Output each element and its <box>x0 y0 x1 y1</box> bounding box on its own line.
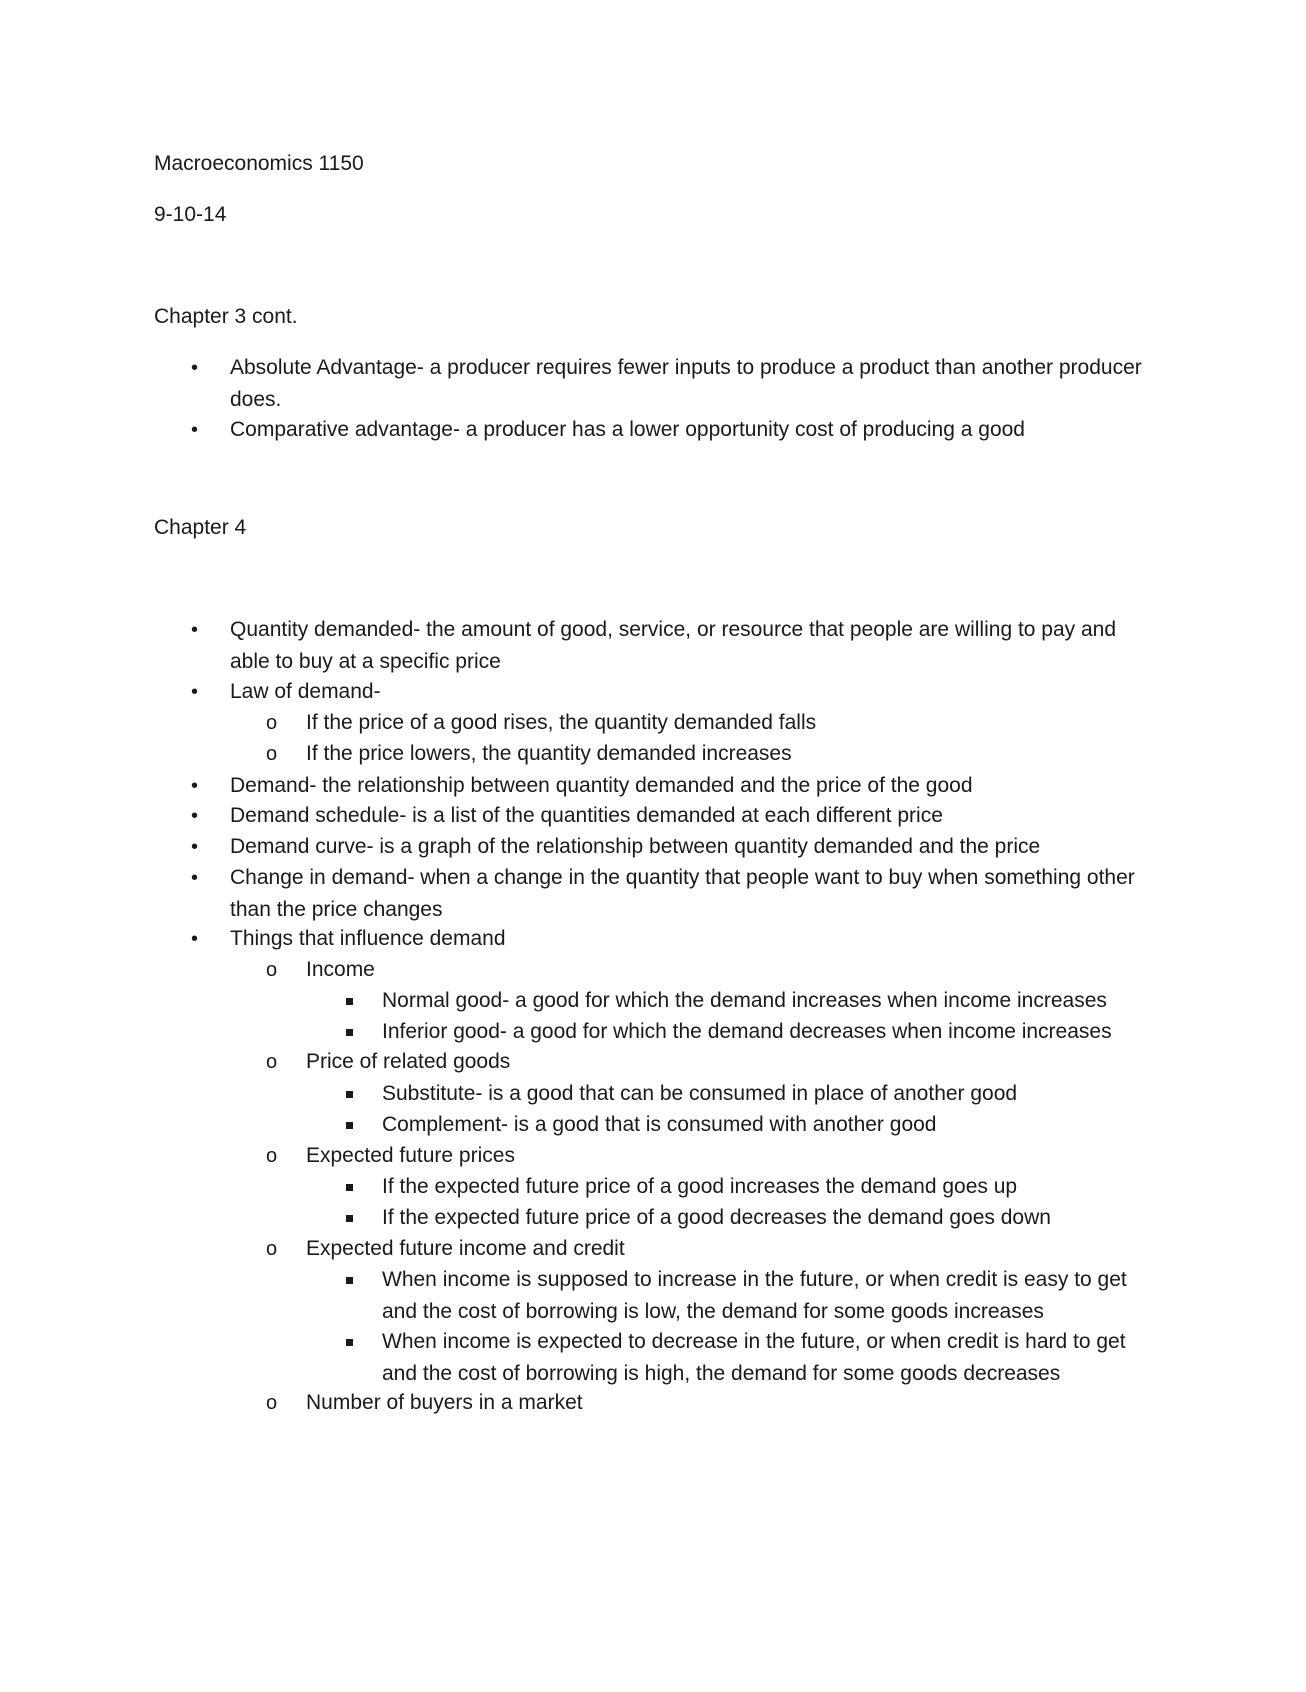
date-line: 9-10-14 <box>154 203 227 226</box>
influence-item-future-income <box>266 1233 1146 1265</box>
detail-item <box>382 1109 1157 1141</box>
square-bullet-icon <box>346 998 353 1005</box>
influence-label: Income <box>306 958 375 981</box>
sub-list-item-text: If the price of a good rises, the quantity demanded falls <box>306 711 817 734</box>
bullet-icon: • <box>191 419 199 441</box>
detail-item <box>382 985 1157 1017</box>
square-bullet-icon <box>346 1029 353 1036</box>
detail-item <box>382 1202 1157 1234</box>
list-item <box>191 614 1150 678</box>
list-item <box>191 414 1150 446</box>
detail-text: If the expected future price of a good increases the demand goes up <box>382 1175 1018 1198</box>
sub-list-item-text: If the price lowers, the quantity demanded increases <box>306 742 792 765</box>
detail-text: Normal good- a good for which the demand increases when income increases <box>382 989 1107 1012</box>
detail-text: Complement- is a good that is consumed with another good <box>382 1113 937 1136</box>
bullet-icon: • <box>191 805 199 827</box>
circle-bullet-icon: o <box>266 1145 278 1167</box>
sub-list-item <box>266 707 1146 739</box>
list-item-text: Absolute Advantage- a producer requires fewer inputs to produce a product than another producer does. <box>230 356 1142 411</box>
section-heading-chapter-3: Chapter 3 cont. <box>154 305 298 328</box>
square-bullet-icon <box>346 1215 353 1222</box>
list-item-text: Demand curve- is a graph of the relationship between quantity demanded and the price <box>230 835 1041 858</box>
influence-item-number-of-buyers <box>266 1387 1146 1419</box>
list-item-text: Law of demand- <box>230 680 381 703</box>
list-item <box>191 831 1150 863</box>
bullet-icon: • <box>191 928 199 950</box>
circle-bullet-icon: o <box>266 712 278 734</box>
circle-bullet-icon: o <box>266 959 278 981</box>
list-item-text: Demand schedule- is a list of the quantities demanded at each different price <box>230 804 943 827</box>
influence-item-future-prices <box>266 1140 1146 1172</box>
list-item-text: Things that influence demand <box>230 927 506 950</box>
square-bullet-icon <box>346 1091 353 1098</box>
detail-text: If the expected future price of a good decreases the demand goes down <box>382 1206 1051 1229</box>
list-item <box>191 352 1150 416</box>
list-item <box>191 800 1150 832</box>
bullet-icon: • <box>191 836 199 858</box>
square-bullet-icon <box>346 1122 353 1129</box>
influence-label: Number of buyers in a market <box>306 1391 583 1414</box>
detail-text: Substitute- is a good that can be consumed in place of another good <box>382 1082 1018 1105</box>
section-heading-chapter-4: Chapter 4 <box>154 516 247 539</box>
circle-bullet-icon: o <box>266 743 278 765</box>
list-item <box>191 862 1150 926</box>
influence-label: Expected future prices <box>306 1144 515 1167</box>
circle-bullet-icon: o <box>266 1392 278 1414</box>
list-item <box>191 676 1150 708</box>
bullet-icon: • <box>191 681 199 703</box>
detail-text: When income is supposed to increase in the future, or when credit is easy to get and the cost of borrowing is low, the demand for some goods increases <box>382 1268 1127 1323</box>
bullet-icon: • <box>191 775 199 797</box>
list-item <box>191 770 1150 802</box>
detail-item <box>382 1171 1157 1203</box>
detail-item <box>382 1016 1157 1048</box>
sub-list-item <box>266 738 1146 770</box>
influence-item-related-goods <box>266 1046 1146 1078</box>
list-item-text: Quantity demanded- the amount of good, service, or resource that people are willing to pay and able to buy at a specific price <box>230 618 1117 673</box>
list-item-text: Change in demand- when a change in the quantity that people want to buy when something other than the price changes <box>230 866 1135 921</box>
square-bullet-icon <box>346 1339 353 1346</box>
course-title: Macroeconomics 1150 <box>154 152 364 175</box>
bullet-icon: • <box>191 357 199 379</box>
influence-item-income <box>266 954 1146 986</box>
circle-bullet-icon: o <box>266 1051 278 1073</box>
detail-item <box>382 1264 1157 1328</box>
detail-text: When income is expected to decrease in the future, or when credit is hard to get and the cost of borrowing is high, the demand for some goods decreases <box>382 1330 1126 1385</box>
circle-bullet-icon: o <box>266 1238 278 1260</box>
influence-label: Expected future income and credit <box>306 1237 625 1260</box>
bullet-icon: • <box>191 619 199 641</box>
detail-item <box>382 1326 1157 1390</box>
influence-label: Price of related goods <box>306 1050 511 1073</box>
list-item-text: Comparative advantage- a producer has a lower opportunity cost of producing a good <box>230 418 1025 441</box>
list-item-text: Demand- the relationship between quantity demanded and the price of the good <box>230 774 973 797</box>
square-bullet-icon <box>346 1277 353 1284</box>
square-bullet-icon <box>346 1184 353 1191</box>
detail-item <box>382 1078 1157 1110</box>
detail-text: Inferior good- a good for which the demand decreases when income increases <box>382 1020 1112 1043</box>
list-item <box>191 923 1150 955</box>
bullet-icon: • <box>191 867 199 889</box>
